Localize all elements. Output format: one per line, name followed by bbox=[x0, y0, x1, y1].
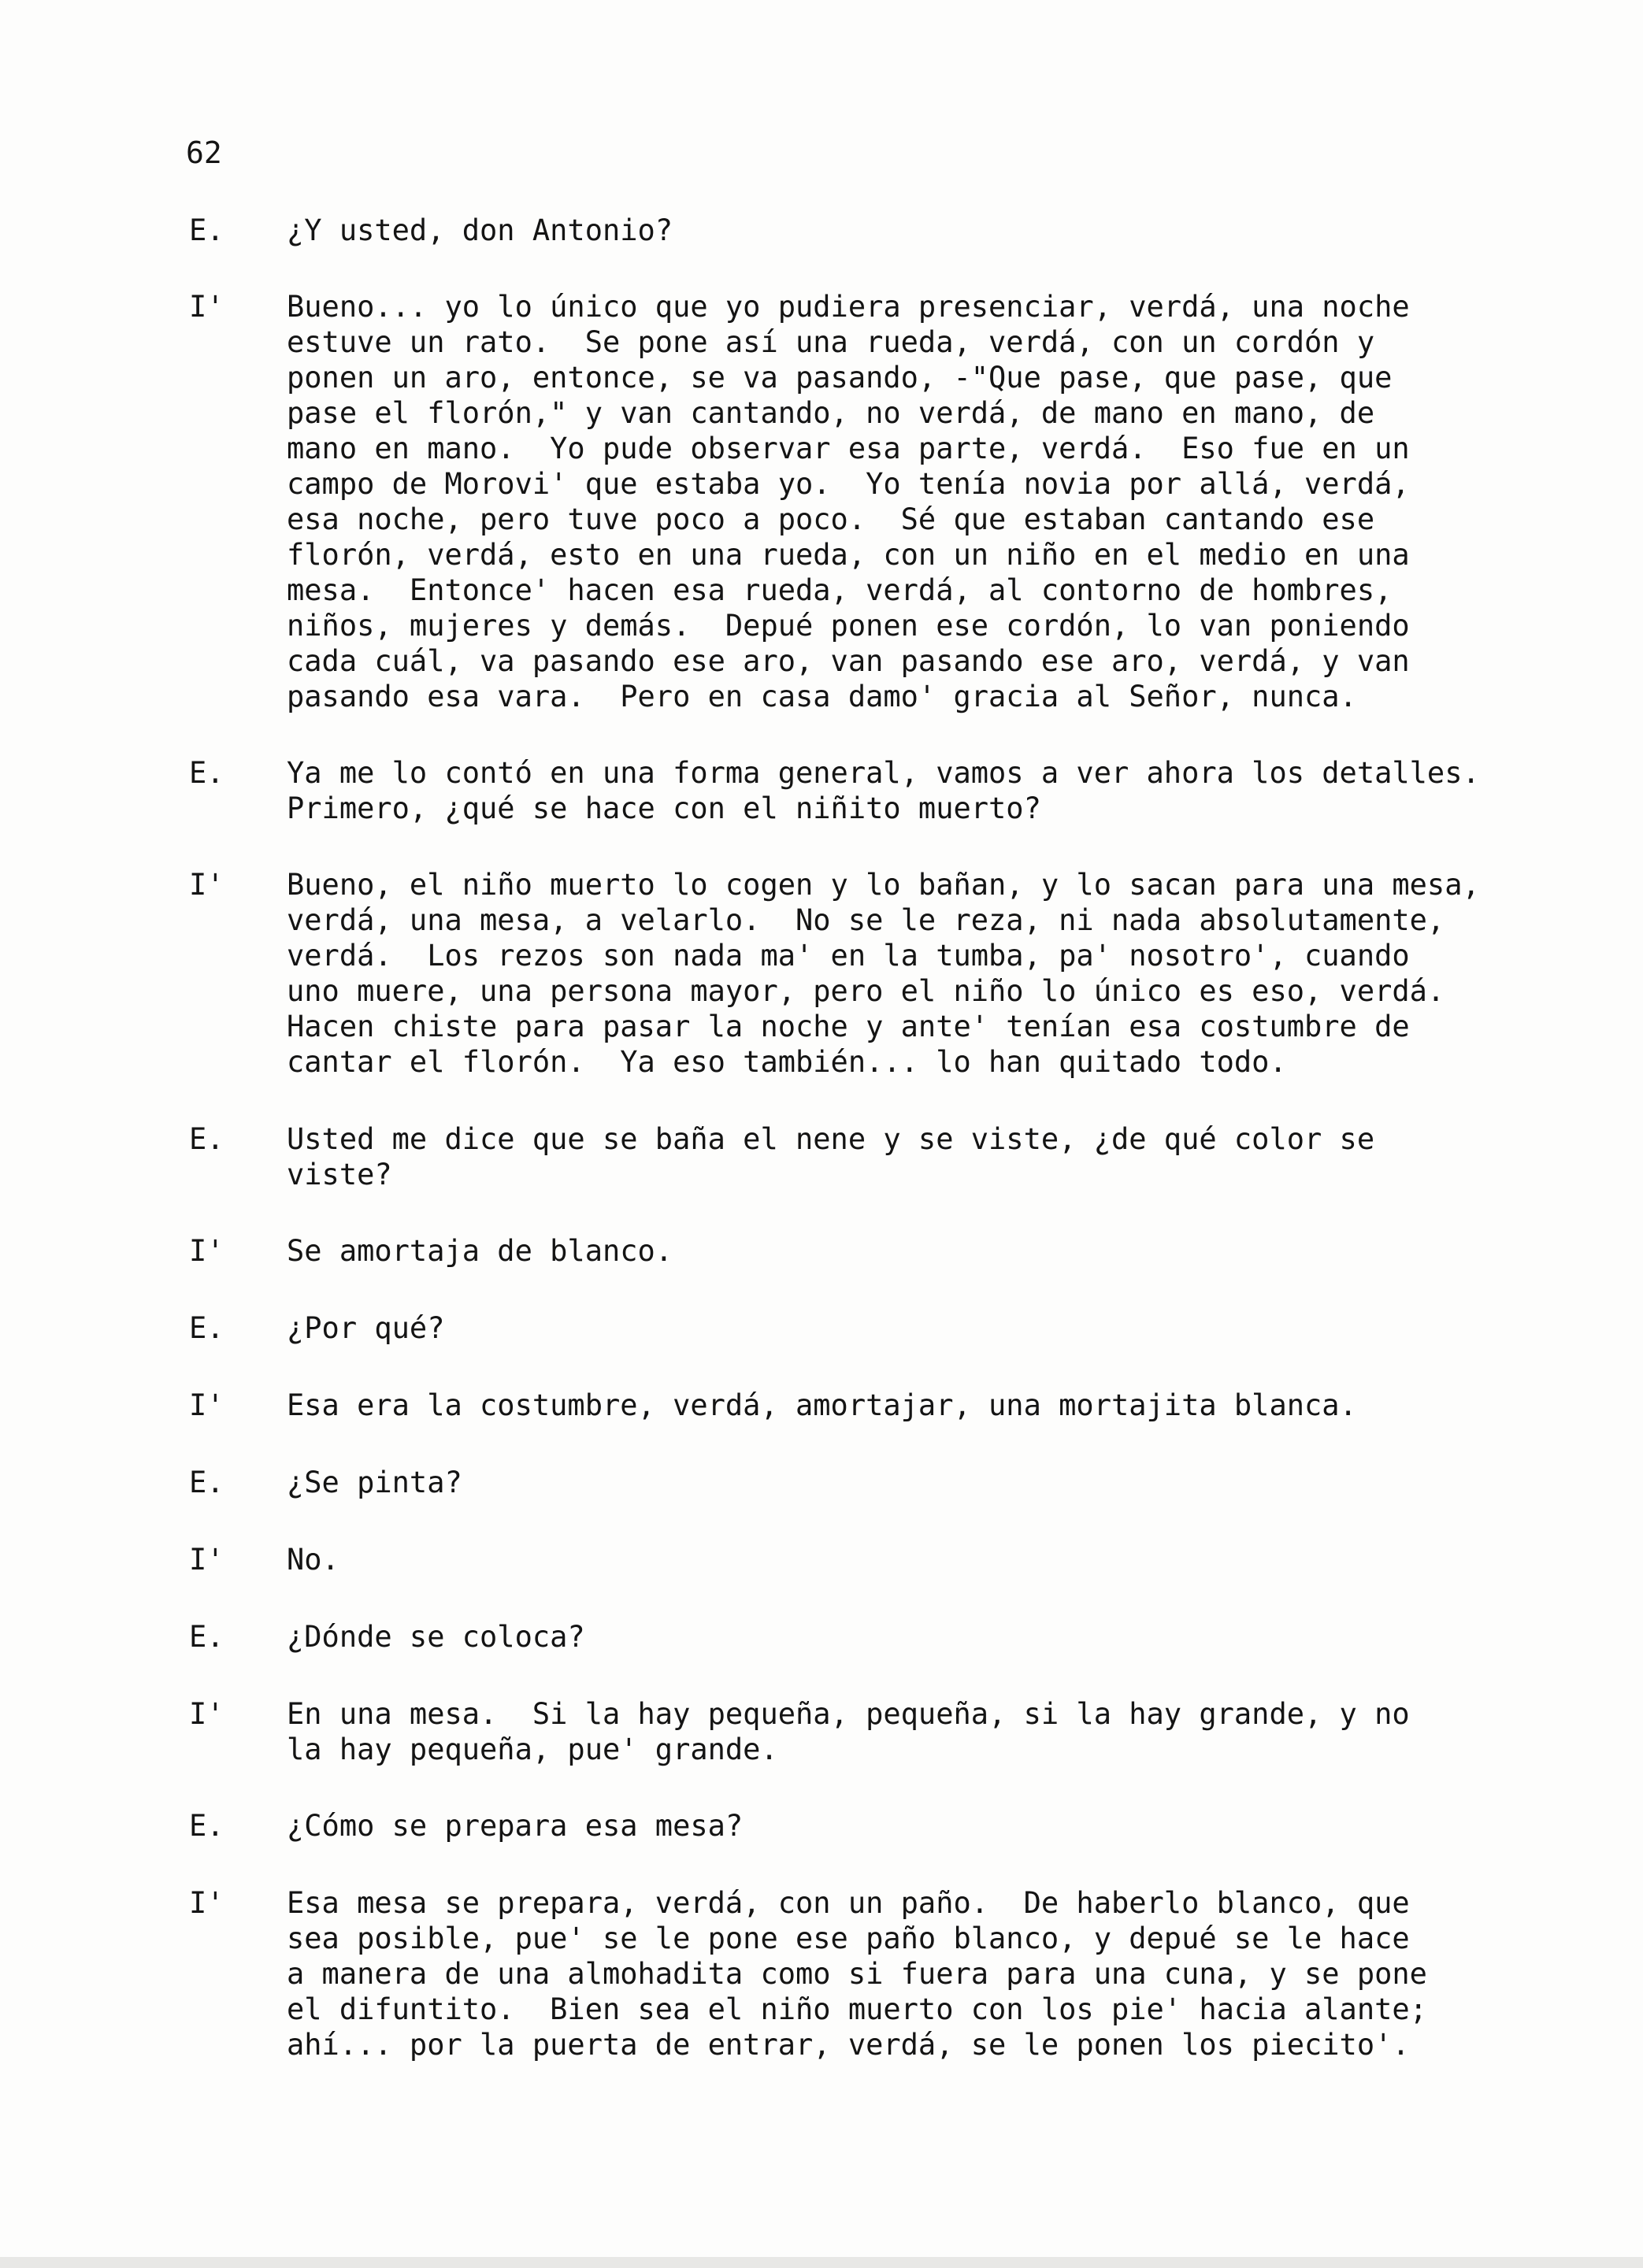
utterance-text bbox=[287, 755, 1489, 826]
transcript-turn bbox=[189, 1465, 1489, 1500]
utterance-line: Esa era la costumbre, verdá, amortajar, una mortajita blanca. bbox=[287, 1388, 1357, 1422]
utterance-line: florón, verdá, esto en una rueda, con un niño en el medio en una bbox=[287, 538, 1410, 572]
utterance-line: Esa mesa se prepara, verdá, con un paño. De haberlo blanco, que bbox=[287, 1886, 1410, 1920]
utterance-line: ¿Y usted, don Antonio? bbox=[287, 213, 673, 247]
speaker-label: I' bbox=[189, 1234, 224, 1268]
utterance-text bbox=[287, 1808, 1489, 1844]
utterance-line: Bueno, el niño muerto lo cogen y lo bañan, y lo sacan para una mesa, bbox=[287, 868, 1480, 902]
transcript-turn bbox=[189, 1885, 1489, 2062]
page-number: 62 bbox=[186, 135, 222, 170]
utterance-line: No. bbox=[287, 1543, 339, 1577]
utterance-line: verdá. Los rezos son nada ma' en la tumba, pa' nosotro', cuando bbox=[287, 939, 1410, 973]
utterance-text bbox=[287, 289, 1489, 714]
speaker-label: E. bbox=[189, 1466, 224, 1499]
utterance-line: campo de Morovi' que estaba yo. Yo tenía novia por allá, verdá, bbox=[287, 467, 1410, 501]
utterance-line: En una mesa. Si la hay pequeña, pequeña, si la hay grande, y no bbox=[287, 1697, 1410, 1731]
utterance-line: Bueno... yo lo único que yo pudiera presenciar, verdá, una noche bbox=[287, 290, 1410, 324]
utterance-text bbox=[287, 1465, 1489, 1500]
interview-transcript bbox=[189, 213, 1489, 2062]
utterance-text bbox=[287, 867, 1489, 1080]
speaker-label: E. bbox=[189, 756, 224, 790]
utterance-line: Ya me lo contó en una forma general, vamos a ver ahora los detalles. bbox=[287, 756, 1480, 790]
transcript-turn bbox=[189, 1310, 1489, 1346]
transcript-turn bbox=[189, 1619, 1489, 1655]
utterance-line: ponen un aro, entonce, se va pasando, -"Que pase, que pase, que bbox=[287, 361, 1393, 395]
speaker-label: I' bbox=[189, 868, 224, 902]
utterance-line: verdá, una mesa, a velarlo. No se le reza, ni nada absolutamente, bbox=[287, 903, 1445, 937]
utterance-line: niños, mujeres y demás. Depué ponen ese cordón, lo van poniendo bbox=[287, 609, 1410, 643]
utterance-line: ¿Dónde se coloca? bbox=[287, 1620, 585, 1654]
utterance-line: Hacen chiste para pasar la noche y ante' tenían esa costumbre de bbox=[287, 1010, 1410, 1043]
utterance-line: cada cuál, va pasando ese aro, van pasando ese aro, verdá, y van bbox=[287, 644, 1410, 678]
speaker-label: E. bbox=[189, 1122, 224, 1156]
utterance-text bbox=[287, 1885, 1489, 2062]
utterance-line: el difuntito. Bien sea el niño muerto con los pie' hacia alante; bbox=[287, 1992, 1427, 2026]
utterance-line: viste? bbox=[287, 1158, 392, 1191]
transcript-turn bbox=[189, 1696, 1489, 1767]
utterance-line: uno muere, una persona mayor, pero el niño lo único es eso, verdá. bbox=[287, 974, 1445, 1008]
speaker-label: E. bbox=[189, 1809, 224, 1843]
speaker-label: I' bbox=[189, 1543, 224, 1577]
utterance-line: esa noche, pero tuve poco a poco. Sé que estaban cantando ese bbox=[287, 502, 1375, 536]
utterance-line: pase el florón," y van cantando, no verdá, de mano en mano, de bbox=[287, 396, 1375, 430]
utterance-line: ahí... por la puerta de entrar, verdá, se le ponen los piecito'. bbox=[287, 2028, 1410, 2062]
utterance-text bbox=[287, 1619, 1489, 1655]
transcript-turn bbox=[189, 1808, 1489, 1844]
speaker-label: E. bbox=[189, 1620, 224, 1654]
utterance-line: Se amortaja de blanco. bbox=[287, 1234, 673, 1268]
utterance-line: cantar el florón. Ya eso también... lo han quitado todo. bbox=[287, 1045, 1287, 1079]
speaker-label: I' bbox=[189, 1886, 224, 1920]
utterance-text bbox=[287, 1121, 1489, 1192]
utterance-text bbox=[287, 1233, 1489, 1269]
transcript-turn bbox=[189, 1121, 1489, 1192]
utterance-text bbox=[287, 213, 1489, 248]
utterance-line: ¿Por qué? bbox=[287, 1311, 445, 1345]
utterance-line: mesa. Entonce' hacen esa rueda, verdá, al contorno de hombres, bbox=[287, 573, 1393, 607]
transcript-turn bbox=[189, 213, 1489, 248]
utterance-line: sea posible, pue' se le pone ese paño blanco, y depué se le hace bbox=[287, 1922, 1410, 1955]
utterance-text bbox=[287, 1310, 1489, 1346]
utterance-line: a manera de una almohadita como si fuera para una cuna, y se pone bbox=[287, 1957, 1427, 1991]
utterance-text bbox=[287, 1542, 1489, 1577]
utterance-line: Usted me dice que se baña el nene y se viste, ¿de qué color se bbox=[287, 1122, 1375, 1156]
transcript-turn bbox=[189, 1233, 1489, 1269]
speaker-label: I' bbox=[189, 1697, 224, 1731]
utterance-line: ¿Se pinta? bbox=[287, 1466, 462, 1499]
utterance-line: ¿Cómo se prepara esa mesa? bbox=[287, 1809, 744, 1843]
utterance-text bbox=[287, 1696, 1489, 1767]
utterance-line: estuve un rato. Se pone así una rueda, verdá, con un cordón y bbox=[287, 325, 1375, 359]
utterance-line: Primero, ¿qué se hace con el niñito muerto? bbox=[287, 791, 1041, 825]
transcript-turn bbox=[189, 755, 1489, 826]
utterance-line: mano en mano. Yo pude observar esa parte, verdá. Eso fue en un bbox=[287, 432, 1410, 465]
transcript-turn bbox=[189, 1388, 1489, 1423]
utterance-line: la hay pequeña, pue' grande. bbox=[287, 1732, 778, 1766]
transcript-turn bbox=[189, 289, 1489, 714]
transcript-turn bbox=[189, 1542, 1489, 1577]
speaker-label: E. bbox=[189, 213, 224, 247]
utterance-line: pasando esa vara. Pero en casa damo' gracia al Señor, nunca. bbox=[287, 680, 1357, 713]
scan-bottom-edge bbox=[0, 2257, 1643, 2268]
utterance-text bbox=[287, 1388, 1489, 1423]
speaker-label: E. bbox=[189, 1311, 224, 1345]
transcript-turn bbox=[189, 867, 1489, 1080]
speaker-label: I' bbox=[189, 290, 224, 324]
speaker-label: I' bbox=[189, 1388, 224, 1422]
